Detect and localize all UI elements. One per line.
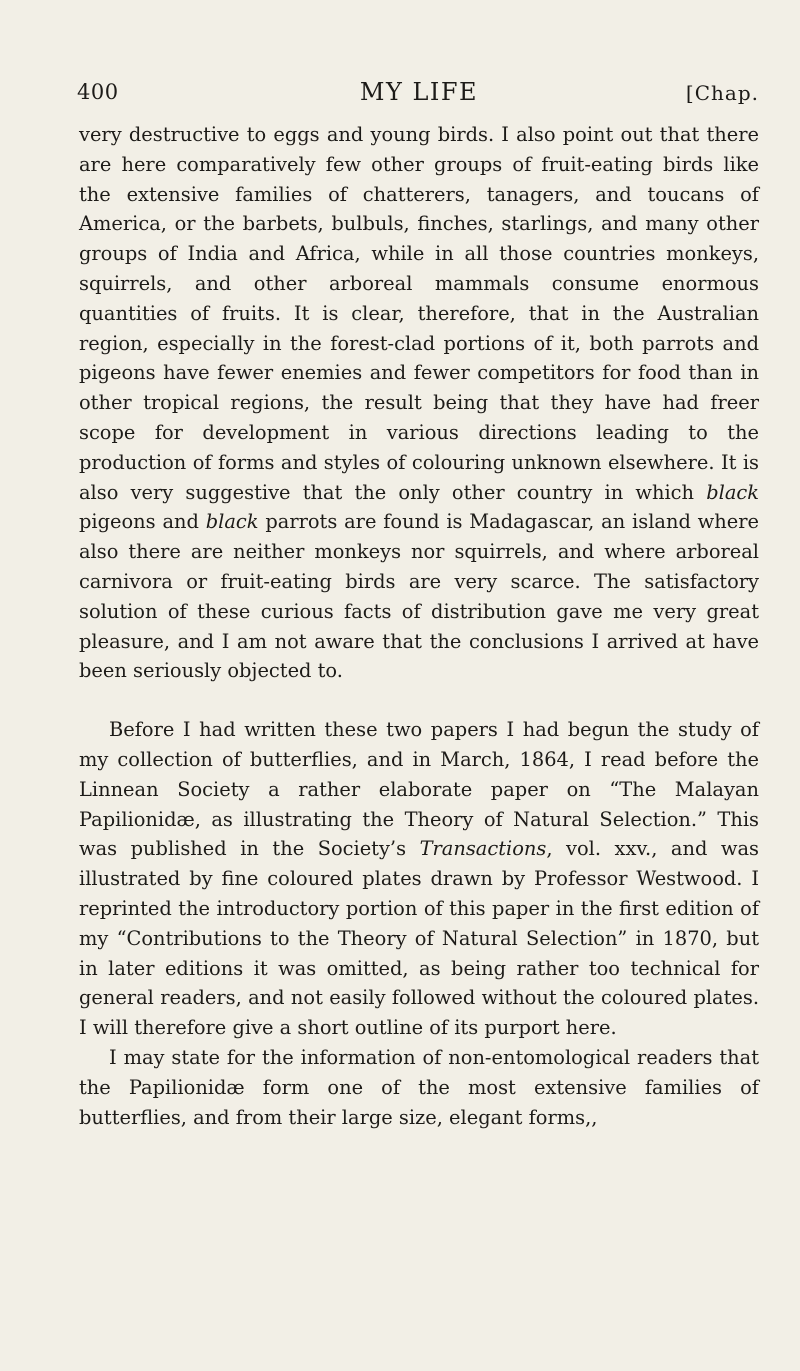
page-number: 400 (77, 80, 119, 104)
book-page (79, 80, 759, 1132)
running-title: MY LIFE (359, 78, 479, 106)
paragraph-gap (79, 686, 759, 715)
paragraph-2 (79, 715, 759, 1043)
paragraph-1-text-a: very destructive to eggs and young birds. I also point out that there are here comparatively few other groups of fruit-eating birds like the extensive families of chatterers, tanagers, and toucans of America, or the barbets, bulbuls, finches, starlings, and many other groups of India and Africa, while in all those countries monkeys, squirrels, and other arboreal mammals consume enormous quantities of fruits. It is clear, therefore, that in the Australian region, especially in the forest-clad portions of it, both parrots and pigeons have fewer enemies and fewer competitors for food than in other tropical regions, the result being that they have had freer scope for development in various directions leading to the production of forms and styles of colouring unknown elsewhere. It is also very suggestive that the only other country in which (79, 123, 759, 504)
running-head (79, 80, 759, 120)
chapter-label: [Chap. (685, 81, 759, 105)
body-text (79, 120, 759, 1132)
paragraph-2-text-a: Before I had written these two papers I had begun the study of my collection of butterflies, and in March, 1864, I read before the Linnean Society a rather elaborate paper on “The Malayan Papilionidæ, as illustrating the Theory of Natural Selection.” This was published in the Society’s (79, 718, 759, 861)
paragraph-1-text-c: parrots are found is Madagascar, an island where also there are neither monkeys nor squirrels, and where arboreal carnivora or fruit-eating birds are very scarce. The satisfactory solution of these curious facts of distribution gave me very great pleasure, and I am not aware that the conclusions I arrived at have been seriously objected to. (79, 510, 759, 683)
paragraph-1 (79, 120, 759, 686)
paragraph-1-italic-black-2: black (205, 510, 259, 534)
paragraph-3 (79, 1043, 759, 1132)
paragraph-2-italic-transactions: Transactions (419, 837, 547, 861)
paragraph-1-italic-black-1: black (706, 480, 759, 504)
paragraph-3-text-a: I may state for the information of non-entomological readers that the Papilionidæ form one of the most extensive families of butterflies, and from their large size, elegant forms,, (79, 1045, 759, 1129)
paragraph-1-text-b: pigeons and (79, 510, 206, 534)
paragraph-2-text-b: , vol. xxv., and was illustrated by fine coloured plates drawn by Professor Westwood. I reprinted the introductory portion of this paper in the first edition of my “Contributions to the Theory of Natural Selection” in 1870, but in later editions it was omitted, as being rather too technical for general readers, and not easily followed without the coloured plates. I will therefore give a short outline of its purport here. (79, 837, 759, 1040)
